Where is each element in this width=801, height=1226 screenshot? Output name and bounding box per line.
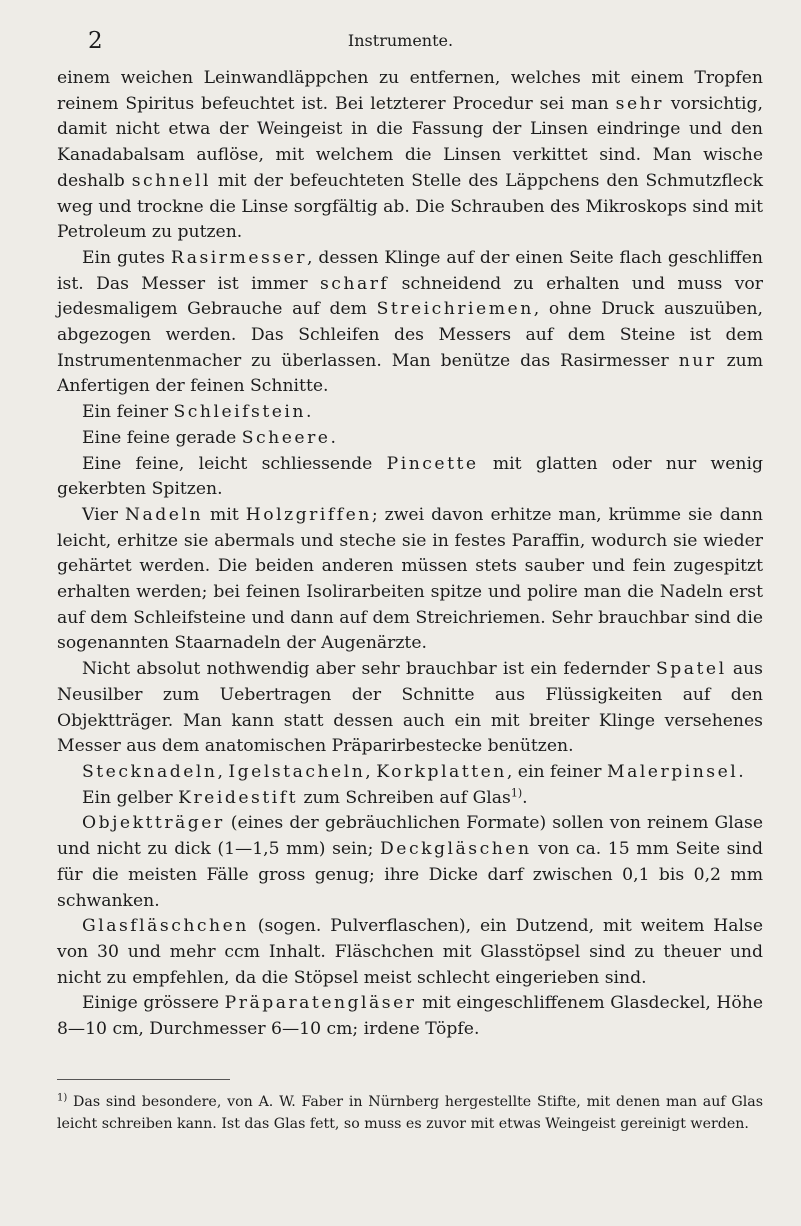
emphasized-term: Rasirmesser [170, 247, 308, 268]
text-run: vorsichtig, damit nicht etwa der Weingeist in die Fassung der Linsen eindringe und den Kanadabalsam auflöse, mit welchem die Linsen verkittet sind. Man wische deshalb [57, 93, 764, 191]
footnote [57, 1092, 763, 1135]
emphasized-term: Glasfläschchen [82, 916, 249, 937]
text-run: aus Neusilber zum Uebertragen der Schnitte aus Flüssigkeiten auf den Objektträger. Man kann statt dessen auch ein mit breiter Klinge versehenes Messer aus dem anatomischen Präparirbestecke benützen. [57, 659, 763, 757]
emphasized-term: Deckgläschen [380, 839, 532, 860]
paragraph [57, 503, 763, 657]
text-run: Ein feiner [82, 402, 174, 423]
text-run: zum Schreiben auf Glas [298, 787, 511, 808]
paragraph [57, 760, 763, 786]
emphasized-term: sehr [615, 93, 664, 114]
text-run: zum Anfertigen der feinen Schnitte. [57, 350, 763, 397]
emphasized-term: Streichriemen [376, 299, 534, 320]
text-run: (eines der gebräuchlichen Formate) sollen von reinem Glase und nicht zu dick (1—1,5 mm) sein; [57, 813, 763, 860]
emphasized-term: Holzgriffen [245, 504, 372, 525]
paragraph [57, 786, 763, 812]
text-run: mit eingeschliffenem Glasdeckel, Höhe 8—10 cm, Durchmesser 6—10 cm; irdene Töpfe. [57, 993, 763, 1040]
emphasized-term: Malerpinsel [606, 761, 739, 782]
footnote-reference: 1) [510, 785, 523, 799]
text-run: Nicht absolut nothwendig aber sehr brauchbar ist ein federnder [82, 659, 656, 680]
text-run: . [330, 427, 336, 448]
text-run: Eine feine, leicht schliessende [82, 453, 387, 474]
emphasized-term: Präparatengläser [224, 993, 417, 1014]
paragraph [57, 914, 763, 991]
paragraph [57, 400, 763, 426]
running-head: Instrumente. [347, 31, 454, 50]
emphasized-term: Objektträger [82, 813, 225, 834]
paragraph [57, 452, 763, 503]
text-run: . [522, 787, 528, 808]
paragraph [57, 246, 763, 400]
text-run: Vier [82, 504, 126, 525]
body-text [57, 66, 763, 1043]
text-run: Einige grössere [82, 993, 225, 1014]
paragraph [57, 991, 763, 1042]
text-run: ; zwei davon erhitze man, krümme sie dann leicht, erhitze sie abermals und steche sie in festes Paraffin, wodurch sie wieder gehärtet werden. Die beiden anderen müssen stets sauber und fein zugespitzt erhalten werden; bei feinen Isolirarbeiten spitze und polire man die Nadeln erst auf dem Schleifsteine und dann auf dem Streichriemen. Sehr brauchbar sind die sogenannten Staarnadeln der Augenärzte. [57, 504, 763, 654]
emphasized-term: nur [678, 350, 717, 371]
footnote-mark: 1) [57, 1092, 68, 1104]
text-run: (sogen. Pulverflaschen), ein Dutzend, mit weitem Halse von 30 und mehr ccm Inhalt. Fläschchen mit Glasstöpsel sind zu theuer und nicht zu empfehlen, da die Stöpsel meist schlecht eingerieben sind. [57, 916, 763, 988]
emphasized-term: Scheere [241, 427, 331, 448]
emphasized-term: scharf [319, 273, 390, 294]
emphasized-term: Nadeln [125, 504, 204, 525]
text-run: , ein feiner [506, 761, 607, 782]
paragraph [57, 657, 763, 760]
text-run: mit [203, 504, 246, 525]
text-run: einem weichen Leinwandläppchen zu entfernen, welches mit einem Tropfen reinem Spiritus befeuchtet ist. Bei letzterer Procedur sei man [57, 68, 763, 114]
page-number: 2 [88, 28, 103, 54]
text-run: , dessen Klinge auf der einen Seite flach geschliffen ist. Das Messer ist immer [57, 247, 763, 294]
text-run: , [365, 761, 377, 782]
emphasized-term: Stecknadeln [82, 761, 218, 782]
text-run: Ein gutes [82, 247, 171, 268]
text-run: schneidend zu erhalten und muss vor jedesmaligem Gebrauche auf dem [57, 273, 763, 320]
emphasized-term: Spatel [656, 659, 727, 680]
emphasized-term: Korkplatten [376, 761, 507, 782]
text-run: , ohne Druck auszuüben, abgezogen werden. Das Schleifen des Messers auf dem Steine ist dem Instrumentenmacher zu überlassen. Man benütze das Rasirmesser [57, 299, 763, 371]
footnote-text: Das sind besondere, von A. W. Faber in Nürnberg hergestellte Stifte, mit denen man auf Glas leicht schreiben kann. Ist das Glas fett, so muss es zuvor mit etwas Weingeist gereinigt werden. [57, 1094, 763, 1132]
text-run: . [306, 402, 312, 423]
text-run: mit glatten oder nur wenig gekerbten Spitzen. [57, 453, 763, 500]
text-run: von ca. 15 mm Seite sind für die meisten Fälle gross genug; ihre Dicke darf zwischen 0,1 bis 0,2 mm schwanken. [57, 839, 763, 911]
paragraph [57, 66, 763, 246]
emphasized-term: Igelstacheln [228, 761, 366, 782]
page-header [0, 26, 801, 56]
footnote-divider [57, 1079, 230, 1080]
text-run: Eine feine gerade [82, 427, 242, 448]
emphasized-term: Pincette [386, 453, 479, 474]
text-run: mit der befeuchteten Stelle des Läppchens den Schmutzfleck weg und trockne die Linse sorgfältig ab. Die Schrauben des Mikroskops sind mit Petroleum zu putzen. [57, 170, 763, 243]
emphasized-term: Schleifstein [173, 402, 306, 423]
emphasized-term: schnell [131, 170, 211, 191]
text-run: Ein gelber [82, 787, 179, 808]
text-run: , [217, 761, 229, 782]
paragraph [57, 811, 763, 914]
text-run: . [738, 761, 744, 782]
emphasized-term: Kreidestift [178, 787, 299, 808]
paragraph [57, 426, 763, 452]
